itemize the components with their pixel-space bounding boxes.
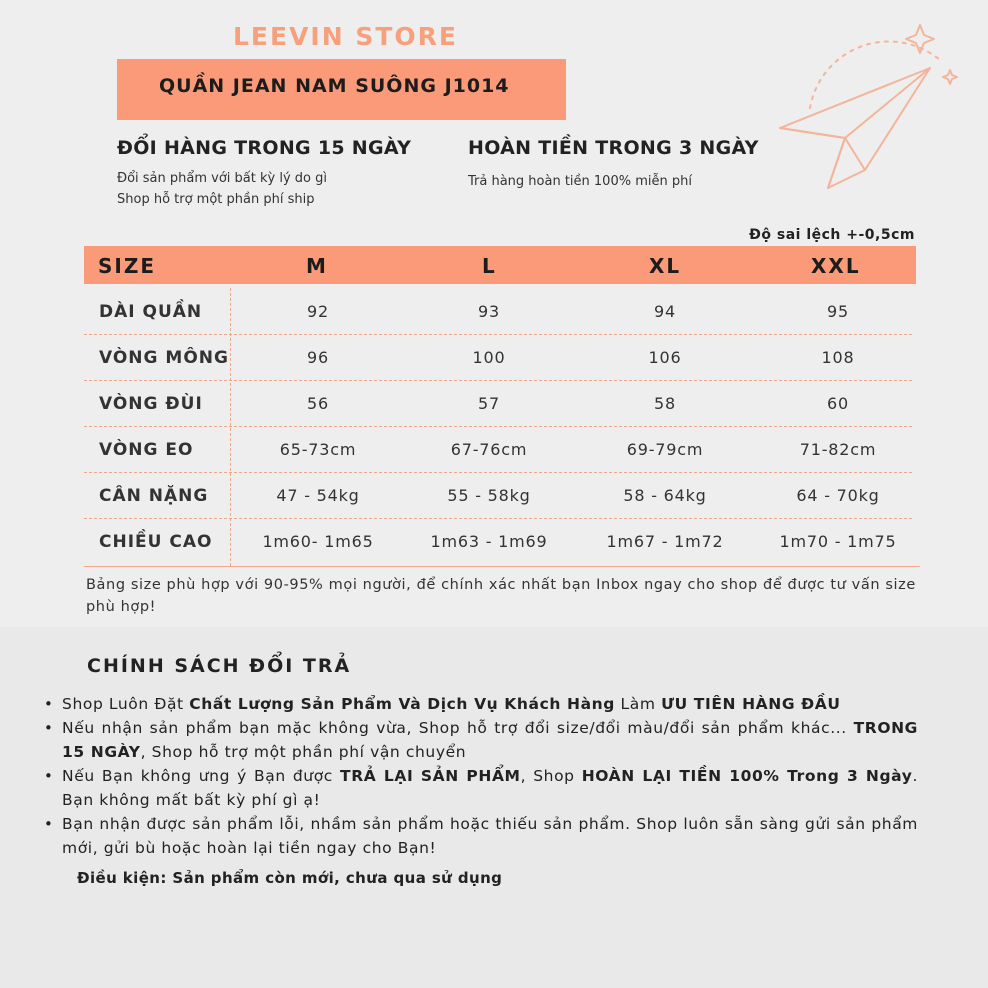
bullet-icon: •	[44, 767, 53, 785]
header-l: L	[482, 254, 497, 278]
row-label: VÒNG ĐÙI	[99, 394, 203, 414]
store-name: LEEVIN STORE	[233, 22, 459, 51]
table-bottom-rule	[84, 566, 920, 567]
table-cell: 92	[307, 302, 329, 321]
exchange-policy-line-1: Đổi sản phẩm với bất kỳ lý do gì	[117, 171, 327, 186]
table-cell: 106	[648, 348, 682, 367]
header-size: SIZE	[98, 254, 157, 278]
size-fit-note: Bảng size phù hợp với 90-95% mọi người, để chính xác nhất bạn Inbox ngay cho shop để được tư vấn size phù hợp!	[86, 577, 916, 615]
row-label: CHIỀU CAO	[99, 532, 213, 552]
bullet-icon: •	[44, 695, 53, 713]
policy-bullet-4: Bạn nhận được sản phẩm lỗi, nhầm sản phẩm hoặc thiếu sản phẩm. Shop luôn sẵn sàng gửi sản phẩm mới, gửi bù hoặc hoàn lại tiền ngay cho Bạn!	[62, 815, 918, 857]
paper-plane-icon	[770, 20, 980, 200]
header-xl: XL	[649, 254, 682, 278]
table-cell: 58	[654, 394, 676, 413]
table-row	[84, 518, 912, 564]
return-policy-title: CHÍNH SÁCH ĐỔI TRẢ	[87, 655, 352, 677]
table-row	[84, 426, 912, 473]
deviation-note: Độ sai lệch +-0,5cm	[749, 227, 915, 243]
policy-bullet-2: Nếu nhận sản phẩm bạn mặc không vừa, Shop hỗ trợ đổi size/đổi màu/đổi sản phẩm khác... TRONG 15 NGÀY, Shop hỗ trợ một phần phí vận chuyển	[62, 719, 918, 761]
exchange-policy-line-2: Shop hỗ trợ một phần phí ship	[117, 192, 315, 207]
table-cell: 55 - 58kg	[447, 486, 531, 505]
bullet-icon: •	[44, 719, 53, 737]
table-row	[84, 334, 912, 381]
table-cell: 96	[307, 348, 329, 367]
refund-policy-title: HOÀN TIỀN TRONG 3 NGÀY	[468, 137, 759, 159]
table-cell: 64 - 70kg	[796, 486, 880, 505]
header-xxl: XXL	[811, 254, 861, 278]
product-title-banner	[117, 59, 566, 120]
policy-bullet-3: Nếu Bạn không ưng ý Bạn được TRẢ LẠI SẢN PHẨM, Shop HOÀN LẠI TIỀN 100% Trong 3 Ngày. Bạn không mất bất kỳ phí gì ạ!	[62, 767, 919, 809]
policy-bullet-1: Shop Luôn Đặt Chất Lượng Sản Phẩm Và Dịch Vụ Khách Hàng Làm ƯU TIÊN HÀNG ĐẦU	[62, 695, 841, 713]
table-cell: 56	[307, 394, 329, 413]
row-label: VÒNG EO	[99, 440, 194, 460]
row-label: DÀI QUẦN	[99, 302, 203, 322]
table-cell: 47 - 54kg	[276, 486, 360, 505]
table-cell: 57	[478, 394, 500, 413]
size-table-header	[84, 246, 916, 284]
table-cell: 1m70 - 1m75	[779, 532, 897, 551]
header-m: M	[306, 254, 328, 278]
refund-policy-line-1: Trả hàng hoàn tiền 100% miễn phí	[468, 174, 692, 189]
table-cell: 1m60- 1m65	[262, 532, 374, 551]
table-cell: 71-82cm	[799, 440, 877, 459]
table-cell: 1m63 - 1m69	[430, 532, 548, 551]
table-row	[84, 472, 912, 519]
row-label: CÂN NẶNG	[99, 486, 209, 506]
return-condition: Điều kiện: Sản phẩm còn mới, chưa qua sử dụng	[77, 869, 503, 887]
table-cell: 100	[472, 348, 506, 367]
table-cell: 95	[827, 302, 849, 321]
bullet-icon: •	[44, 815, 53, 833]
table-cell: 60	[827, 394, 849, 413]
table-cell: 108	[821, 348, 855, 367]
table-cell: 94	[654, 302, 676, 321]
table-cell: 69-79cm	[626, 440, 704, 459]
table-cell: 67-76cm	[450, 440, 528, 459]
row-label: VÒNG MÔNG	[99, 348, 229, 368]
table-row	[84, 380, 912, 427]
table-row	[84, 288, 912, 335]
product-title: QUẦN JEAN NAM SUÔNG J1014	[159, 75, 510, 97]
table-cell: 65-73cm	[279, 440, 357, 459]
exchange-policy-title: ĐỔI HÀNG TRONG 15 NGÀY	[117, 137, 412, 159]
table-cell: 1m67 - 1m72	[606, 532, 724, 551]
table-cell: 93	[478, 302, 500, 321]
table-cell: 58 - 64kg	[623, 486, 707, 505]
